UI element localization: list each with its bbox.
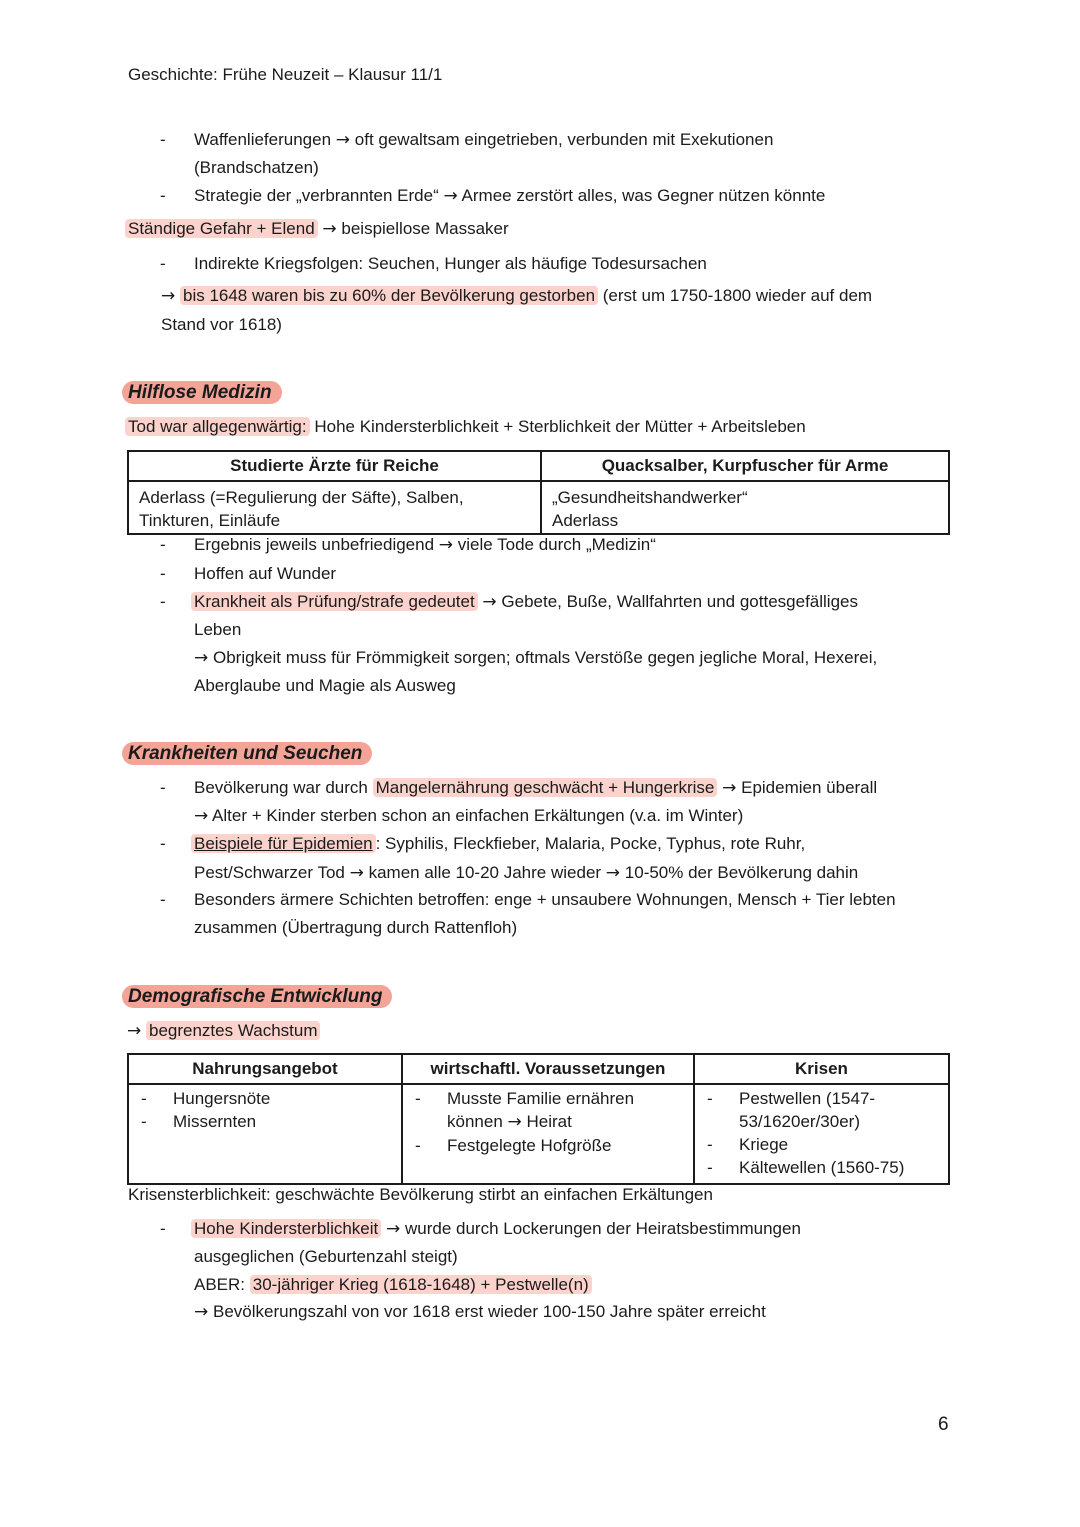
bullet-dash: - [160, 564, 166, 583]
highlight: Tod war allgegenwärtig: [125, 417, 310, 436]
bullet-dash: - [160, 535, 166, 554]
table-header: wirtschaftl. Voraussetzungen [402, 1054, 694, 1084]
highlight: bis 1648 waren bis zu 60% der Bevölkerung gestorben [180, 286, 598, 305]
bullet-dash: - [160, 890, 166, 909]
note-bevoelkerung: → bis 1648 waren bis zu 60% der Bevölkerung gestorben (erst um 1750-1800 wieder auf dem [161, 286, 873, 306]
bullet-dash: - [160, 254, 166, 273]
bullet-wunder: Hoffen auf Wunder [194, 564, 337, 583]
table-header: Nahrungsangebot [128, 1054, 402, 1084]
bullet-continuation: Leben [194, 620, 242, 639]
highlight: Mangelernährung geschwächt + Hungerkrise [373, 778, 718, 797]
bullet-dash: - [160, 186, 166, 205]
demografie-table [127, 1053, 950, 1185]
sub-note-alter: → Alter + Kinder sterben schon an einfachen Erkältungen (v.a. im Winter) [194, 806, 744, 826]
sub-note-continuation: Aberglaube und Magie als Ausweg [194, 676, 456, 695]
bullet-mangelernaehrung: Bevölkerung war durch Mangelernährung geschwächt + Hungerkrise → Epidemien überall [194, 778, 878, 798]
bullet-epidemien: Beispiele für Epidemien : Syphilis, Fleckfieber, Malaria, Pocke, Typhus, rote Ruhr, [191, 832, 805, 856]
arrow-icon: → [507, 1112, 522, 1132]
bullet-dash: - [160, 130, 166, 149]
section-heading-medizin: Hilflose Medizin [122, 381, 282, 405]
note-continuation: Stand vor 1618) [161, 315, 282, 334]
sub-note-obrigkeit: → Obrigkeit muss für Frömmigkeit sorgen; oftmals Verstöße gegen jegliche Moral, Hexerei, [194, 648, 878, 668]
table-cell: Aderlass (=Regulierung der Säfte), Salben, Tinkturen, Einläufe [128, 481, 541, 534]
list-item: - Kältewellen (1560-75) [705, 1156, 938, 1179]
arrow-icon: → [194, 806, 209, 826]
aber-line: ABER: 30-jähriger Krieg (1618-1648) + Pestwelle(n) [194, 1273, 592, 1297]
section-heading-seuchen: Krankheiten und Seuchen [122, 742, 372, 766]
arrow-icon: → [322, 219, 337, 239]
highlight: Beispiele für Epidemien [191, 834, 376, 853]
medizin-intro: Tod war allgegenwärtig: Hohe Kindersterblichkeit + Sterblichkeit der Mütter + Arbeitsleben [125, 415, 806, 439]
arrow-icon: → [438, 535, 454, 555]
table-header: Studierte Ärzte für Reiche [128, 451, 541, 481]
bullet-verbrannte-erde: Strategie der „verbrannten Erde“ → Armee zerstört alles, was Gegner nützen könnte [194, 186, 826, 206]
arrow-icon: → [127, 1021, 142, 1041]
bullet-continuation: (Brandschatzen) [194, 158, 319, 177]
arrow-icon: → [194, 1302, 209, 1322]
table-header: Krisen [694, 1054, 949, 1084]
line-staendige-gefahr: Ständige Gefahr + Elend → beispiellose Massaker [125, 217, 509, 241]
table-cell [402, 1084, 694, 1184]
krisensterblichkeit-line: Krisensterblichkeit: geschwächte Bevölkerung stirbt an einfachen Erkältungen [128, 1185, 713, 1204]
arrow-icon: → [722, 778, 737, 798]
list-item: - Festgelegte Hofgröße [413, 1134, 683, 1157]
bullet-continuation: Pest/Schwarzer Tod → kamen alle 10-20 Jahre wieder → 10-50% der Bevölkerung dahin [194, 863, 859, 883]
list-item: - Missernten [139, 1110, 391, 1133]
list-item: - Musste Familie ernähren können → Heirat [413, 1087, 683, 1134]
bullet-krankheit: Krankheit als Prüfung/strafe gedeutet → Gebete, Buße, Wallfahrten und gottesgefälliges [191, 590, 858, 614]
bullet-dash: - [160, 1219, 166, 1238]
bullet-continuation: zusammen (Übertragung durch Rattenfloh) [194, 918, 518, 937]
bullet-kindersterblichkeit: Hohe Kindersterblichkeit → wurde durch Lockerungen der Heiratsbestimmungen [191, 1217, 801, 1241]
table-cell [694, 1084, 949, 1184]
list-item: - Hungersnöte [139, 1087, 391, 1110]
arrow-icon: → [161, 286, 176, 306]
page-header: Geschichte: Frühe Neuzeit – Klausur 11/1 [128, 65, 443, 84]
highlight: 30-jähriger Krieg (1618-1648) + Pestwelle(n) [250, 1275, 592, 1294]
table-cell [128, 1084, 402, 1184]
medizin-table [127, 450, 950, 535]
page-number: 6 [938, 1414, 949, 1435]
arrow-icon: → [349, 863, 364, 883]
arrow-icon: → [605, 863, 621, 883]
list-item: - Kriege [705, 1133, 938, 1156]
arrow-icon: → [482, 592, 497, 612]
arrow-icon: → [194, 648, 209, 668]
bullet-kriegsfolgen: Indirekte Kriegsfolgen: Seuchen, Hunger als häufige Todesursachen [194, 254, 707, 273]
bullet-ergebnis: Ergebnis jeweils unbefriedigend → viele Tode durch „Medizin“ [194, 535, 656, 555]
bullet-dash: - [160, 834, 166, 853]
bullet-waffenlieferungen: Waffenlieferungen → oft gewaltsam eingetrieben, verbunden mit Exekutionen [194, 130, 774, 150]
bullet-continuation: ausgeglichen (Geburtenzahl steigt) [194, 1247, 458, 1266]
highlight: Hohe Kindersterblichkeit [191, 1219, 381, 1238]
table-header: Quacksalber, Kurpfuscher für Arme [541, 451, 949, 481]
bullet-schichten: Besonders ärmere Schichten betroffen: enge + unsaubere Wohnungen, Mensch + Tier lebten [194, 890, 896, 909]
section-heading-demografie: Demografische Entwicklung [122, 985, 392, 1009]
highlight: begrenztes Wachstum [146, 1021, 321, 1040]
bullet-dash: - [160, 592, 166, 611]
highlight: Ständige Gefahr + Elend [125, 219, 318, 238]
table-cell: „Gesundheitshandwerker“ Aderlass [541, 481, 949, 534]
demografie-sub [127, 1019, 320, 1043]
arrow-icon: → [386, 1219, 401, 1239]
list-item: - Pestwellen (1547- 53/1620er/30er) [705, 1087, 938, 1133]
arrow-icon: → [443, 186, 458, 206]
highlight: Krankheit als Prüfung/strafe gedeutet [191, 592, 478, 611]
bullet-dash: - [160, 778, 166, 797]
arrow-icon: → [335, 130, 351, 150]
final-note: → Bevölkerungszahl von vor 1618 erst wieder 100-150 Jahre später erreicht [194, 1302, 766, 1322]
